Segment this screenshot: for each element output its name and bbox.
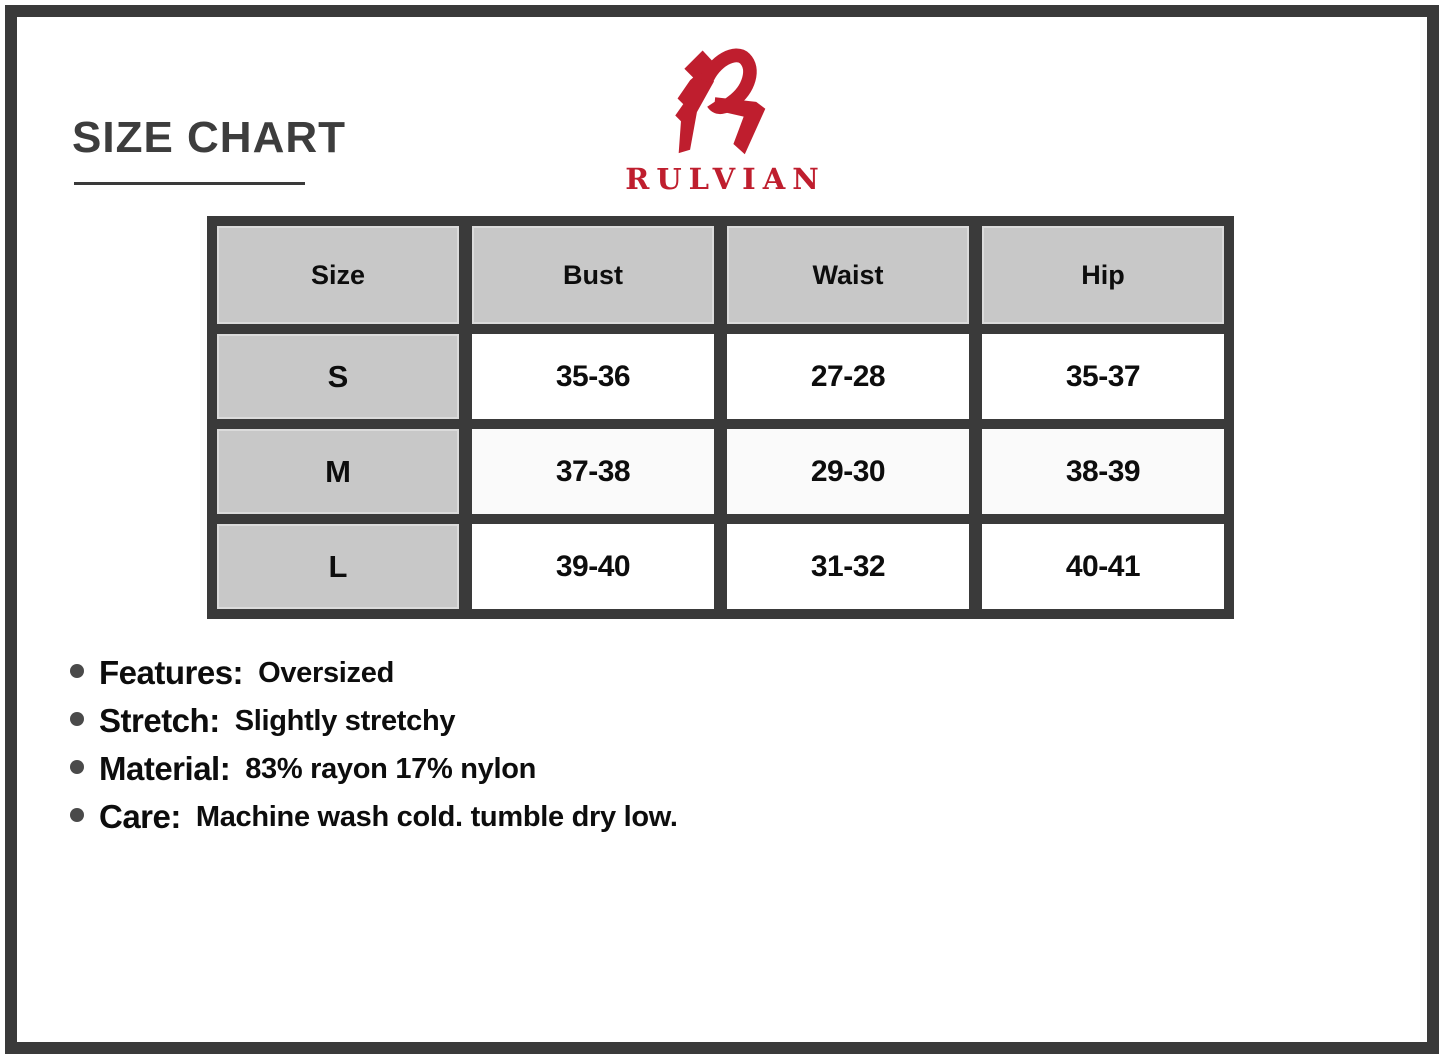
detail-item-care	[70, 798, 678, 836]
detail-label: Material:	[99, 750, 231, 787]
table-cell-l-size: L	[217, 524, 459, 609]
table-header-waist: Waist	[727, 226, 969, 324]
table-cell-m-waist: 29-30	[727, 429, 969, 514]
detail-label: Stretch:	[99, 702, 220, 739]
detail-value: Machine wash cold. tumble dry low.	[195, 800, 678, 833]
title-block	[72, 113, 346, 185]
detail-item-stretch	[70, 702, 678, 740]
detail-label: Care:	[99, 798, 181, 835]
product-details-list	[70, 654, 678, 846]
brand-logo	[572, 46, 872, 196]
table-cell-m-hip: 38-39	[982, 429, 1224, 514]
table-cell-l-hip: 40-41	[982, 524, 1224, 609]
table-cell-m-bust: 37-38	[472, 429, 714, 514]
angular-r-logo-icon	[663, 46, 781, 160]
bullet-dot-icon	[70, 808, 84, 822]
bullet-dot-icon	[70, 760, 84, 774]
bullet-dot-icon	[70, 664, 84, 678]
detail-value: Oversized	[258, 656, 394, 689]
page-title: SIZE CHART	[72, 113, 346, 162]
table-cell-s-hip: 35-37	[982, 334, 1224, 419]
size-table	[207, 216, 1234, 619]
detail-value: Slightly stretchy	[234, 704, 456, 737]
table-header-hip: Hip	[982, 226, 1224, 324]
table-cell-s-bust: 35-36	[472, 334, 714, 419]
title-underline	[74, 182, 305, 185]
brand-wordmark: RULVIAN	[625, 162, 826, 196]
table-cell-l-bust: 39-40	[472, 524, 714, 609]
detail-item-features	[70, 654, 678, 692]
detail-value: 83% rayon 17% nylon	[245, 752, 537, 785]
table-header-size: Size	[217, 226, 459, 324]
table-cell-m-size: M	[217, 429, 459, 514]
detail-label: Features:	[99, 654, 244, 691]
table-header-bust: Bust	[472, 226, 714, 324]
table-cell-s-size: S	[217, 334, 459, 419]
detail-item-material	[70, 750, 678, 788]
table-cell-l-waist: 31-32	[727, 524, 969, 609]
table-cell-s-waist: 27-28	[727, 334, 969, 419]
bullet-dot-icon	[70, 712, 84, 726]
